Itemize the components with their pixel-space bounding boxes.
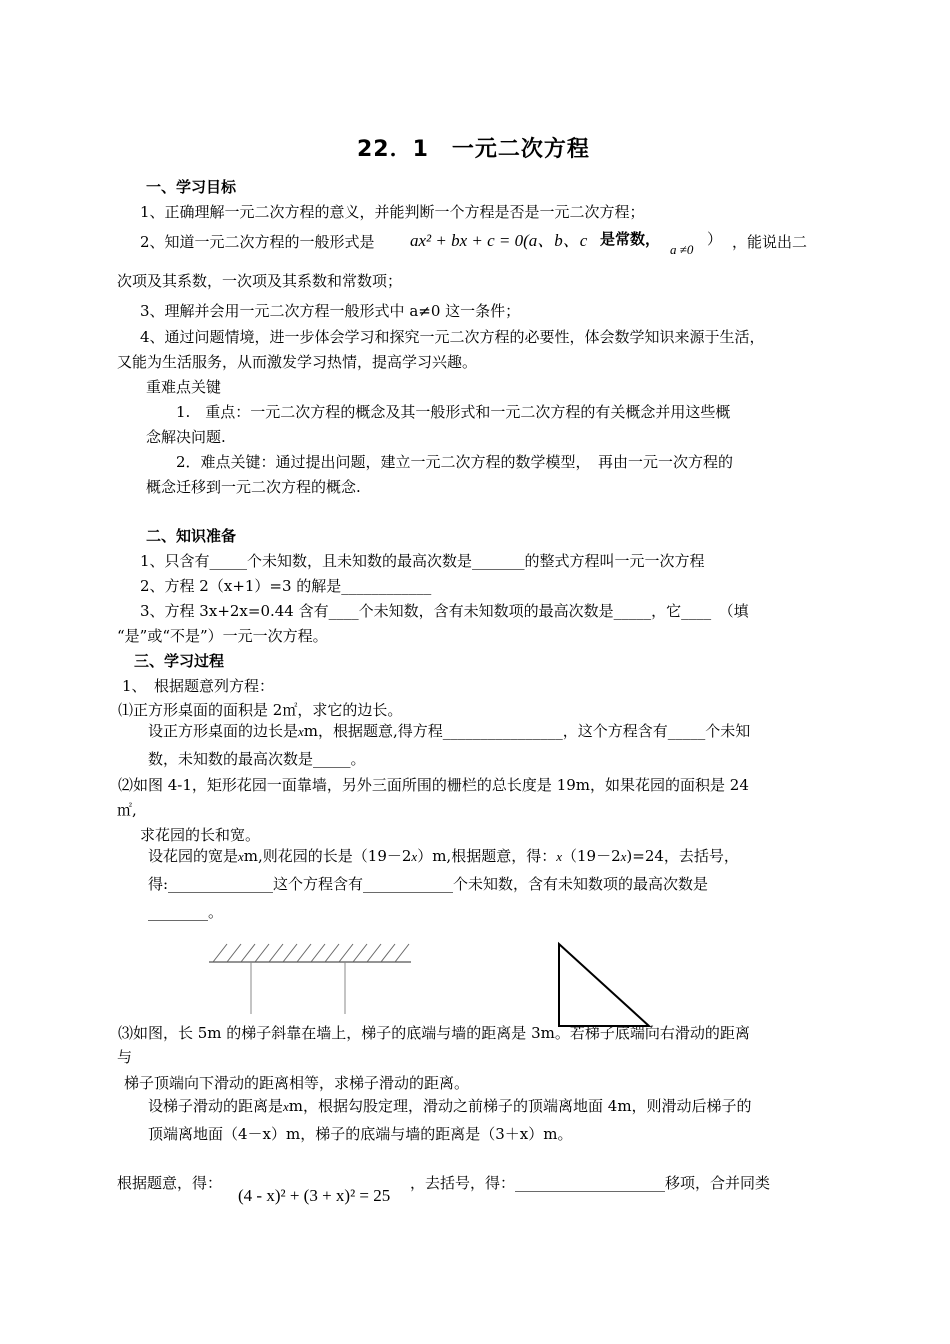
problem-3-line5: 顶端离地面（4－x）m，梯子的底端与墙的距离是（3＋x）m。 bbox=[148, 1125, 573, 1143]
prep-item-1: 1、只含有_____个未知数，且未知数的最高次数是_______的整式方程叫一元一次方程 bbox=[140, 552, 705, 570]
pythagorean-equation: (4 - x)² + (3 + x)² = 25 bbox=[238, 1186, 391, 1205]
p2-var-4: x bbox=[620, 849, 627, 864]
objective-item-2 bbox=[140, 232, 375, 252]
problem-2-line4 bbox=[148, 846, 739, 867]
objective-item-1: 1、正确理解一元二次方程的意义，并能判断一个方程是否是一元二次方程； bbox=[140, 203, 645, 221]
problem-2-line1: ⑵如图 4-1，矩形花园一面靠墙，另外三面所围的栅栏的总长度是 19m，如果花园的面积是 24 bbox=[118, 776, 749, 794]
problem-3-line1: ⑶如图，长 5m 的梯子斜靠在墙上，梯子的底端与墙的距离是 3m。若梯子底端向右滑动的距离 bbox=[118, 1024, 750, 1042]
problem-1-line2 bbox=[148, 721, 750, 742]
problem-3-line4 bbox=[148, 1096, 752, 1117]
prep-item-3-line2: “是”或“不是”）一元一次方程。 bbox=[117, 627, 328, 645]
p3-text-a: 设梯子滑动的距离是 bbox=[148, 1097, 284, 1115]
p2-var-2: x bbox=[411, 849, 418, 864]
p2-text-d: （19－2 bbox=[561, 847, 621, 865]
p1-text-a: 设正方形桌面的边长是 bbox=[148, 722, 299, 740]
general-form-text: ax² + bx + c = 0(a、b、c bbox=[410, 231, 588, 250]
p2-text-e: )=24，去括号， bbox=[626, 847, 739, 865]
page-title: 22．1 一元二次方程 bbox=[357, 137, 590, 162]
key-point-1-line1: 1. 重点：一元二次方程的概念及其一般形式和一元二次方程的有关概念并用这些概 bbox=[176, 403, 731, 421]
objective-item-2-line2: 次项及其系数，一次项及其系数和常数项； bbox=[117, 272, 403, 290]
problem-3-line6-label: 根据题意，得： bbox=[117, 1174, 223, 1192]
objective-item-4-line1: 4、通过问题情境，进一步体会学习和探究一元二次方程的必要性，体会数学知识来源于生活， bbox=[140, 328, 765, 346]
constants-note: 是常数， bbox=[600, 230, 661, 248]
p3-var-x: x bbox=[283, 1099, 289, 1114]
problem-2-line2: ㎡, bbox=[117, 801, 137, 819]
section-heading-objectives: 一、学习目标 bbox=[146, 178, 237, 196]
section-heading-preparation: 二、知识准备 bbox=[146, 527, 237, 545]
p1-text-b: m，根据题意,得方程________________，这个方程含有_____个未知 bbox=[303, 722, 751, 740]
prep-item-3-line1: 3、方程 3x+2x=0.44 含有____个未知数，含有未知数项的最高次数是_____，它____ （填 bbox=[140, 602, 749, 620]
garden-fence-figure bbox=[205, 938, 415, 1018]
p2-var-3: x bbox=[556, 849, 562, 864]
problem-2-line6: ________。 bbox=[148, 903, 224, 921]
problem-3-line6-rest: ，去括号，得：____________________移项，合并同类 bbox=[410, 1174, 771, 1192]
p2-text-b: m,则花园的长是（19－2 bbox=[243, 847, 412, 865]
objective-item-2-prefix: 2、知道一元二次方程的一般形式是 bbox=[140, 233, 375, 251]
problem-1-line3: 数，未知数的最高次数是_____。 bbox=[148, 750, 366, 768]
key-point-2-line1: 2．难点关键：通过提出问题，建立一元二次方程的数学模型， 再由一元一次方程的 bbox=[176, 453, 734, 471]
nonzero-condition: a ≠0 bbox=[670, 242, 694, 257]
process-intro: 1、 根据题意列方程： bbox=[122, 677, 275, 695]
prep-item-2: 2、方程 2（x+1）=3 的解是____________ bbox=[140, 577, 432, 595]
problem-2-line5: 得:______________这个方程含有____________个未知数，含有未知数项的最高次数是 bbox=[148, 875, 709, 893]
key-point-1-line2: 念解决问题. bbox=[146, 428, 226, 446]
key-point-2-line2: 概念迁移到一元二次方程的概念. bbox=[146, 478, 361, 496]
ladder-triangle-figure bbox=[555, 940, 655, 1030]
problem-3-line3: 梯子顶端向下滑动的距离相等，求梯子滑动的距离。 bbox=[124, 1074, 470, 1092]
objective-item-3: 3、理解并会用一元二次方程一般形式中 a≠0 这一条件； bbox=[140, 302, 521, 320]
p3-text-b: m，根据勾股定理，滑动之前梯子的顶端离地面 4m，则滑动后梯子的 bbox=[288, 1097, 752, 1115]
general-form-formula bbox=[410, 231, 587, 251]
section-heading-process: 三、学习过程 bbox=[134, 652, 225, 670]
p2-var-1: x bbox=[238, 849, 244, 864]
objective-item-4-line2: 又能为生活服务，从而激发学习热情，提高学习兴趣。 bbox=[117, 353, 478, 371]
closing-paren: ） bbox=[707, 230, 723, 248]
key-points-heading: 重难点关键 bbox=[146, 378, 222, 396]
problem-3-line2: 与 bbox=[117, 1048, 133, 1066]
problem-2-line3: 求花园的长和宽。 bbox=[140, 826, 261, 844]
problem-1-line1: ⑴正方形桌面的面积是 2㎡，求它的边长。 bbox=[118, 701, 403, 719]
p1-var-x: x bbox=[298, 724, 304, 739]
p2-text-a: 设花园的宽是 bbox=[148, 847, 239, 865]
p2-text-c: ）m,根据题意，得： bbox=[417, 847, 557, 865]
objective-item-2-suffix: ，能说出二 bbox=[732, 233, 808, 251]
